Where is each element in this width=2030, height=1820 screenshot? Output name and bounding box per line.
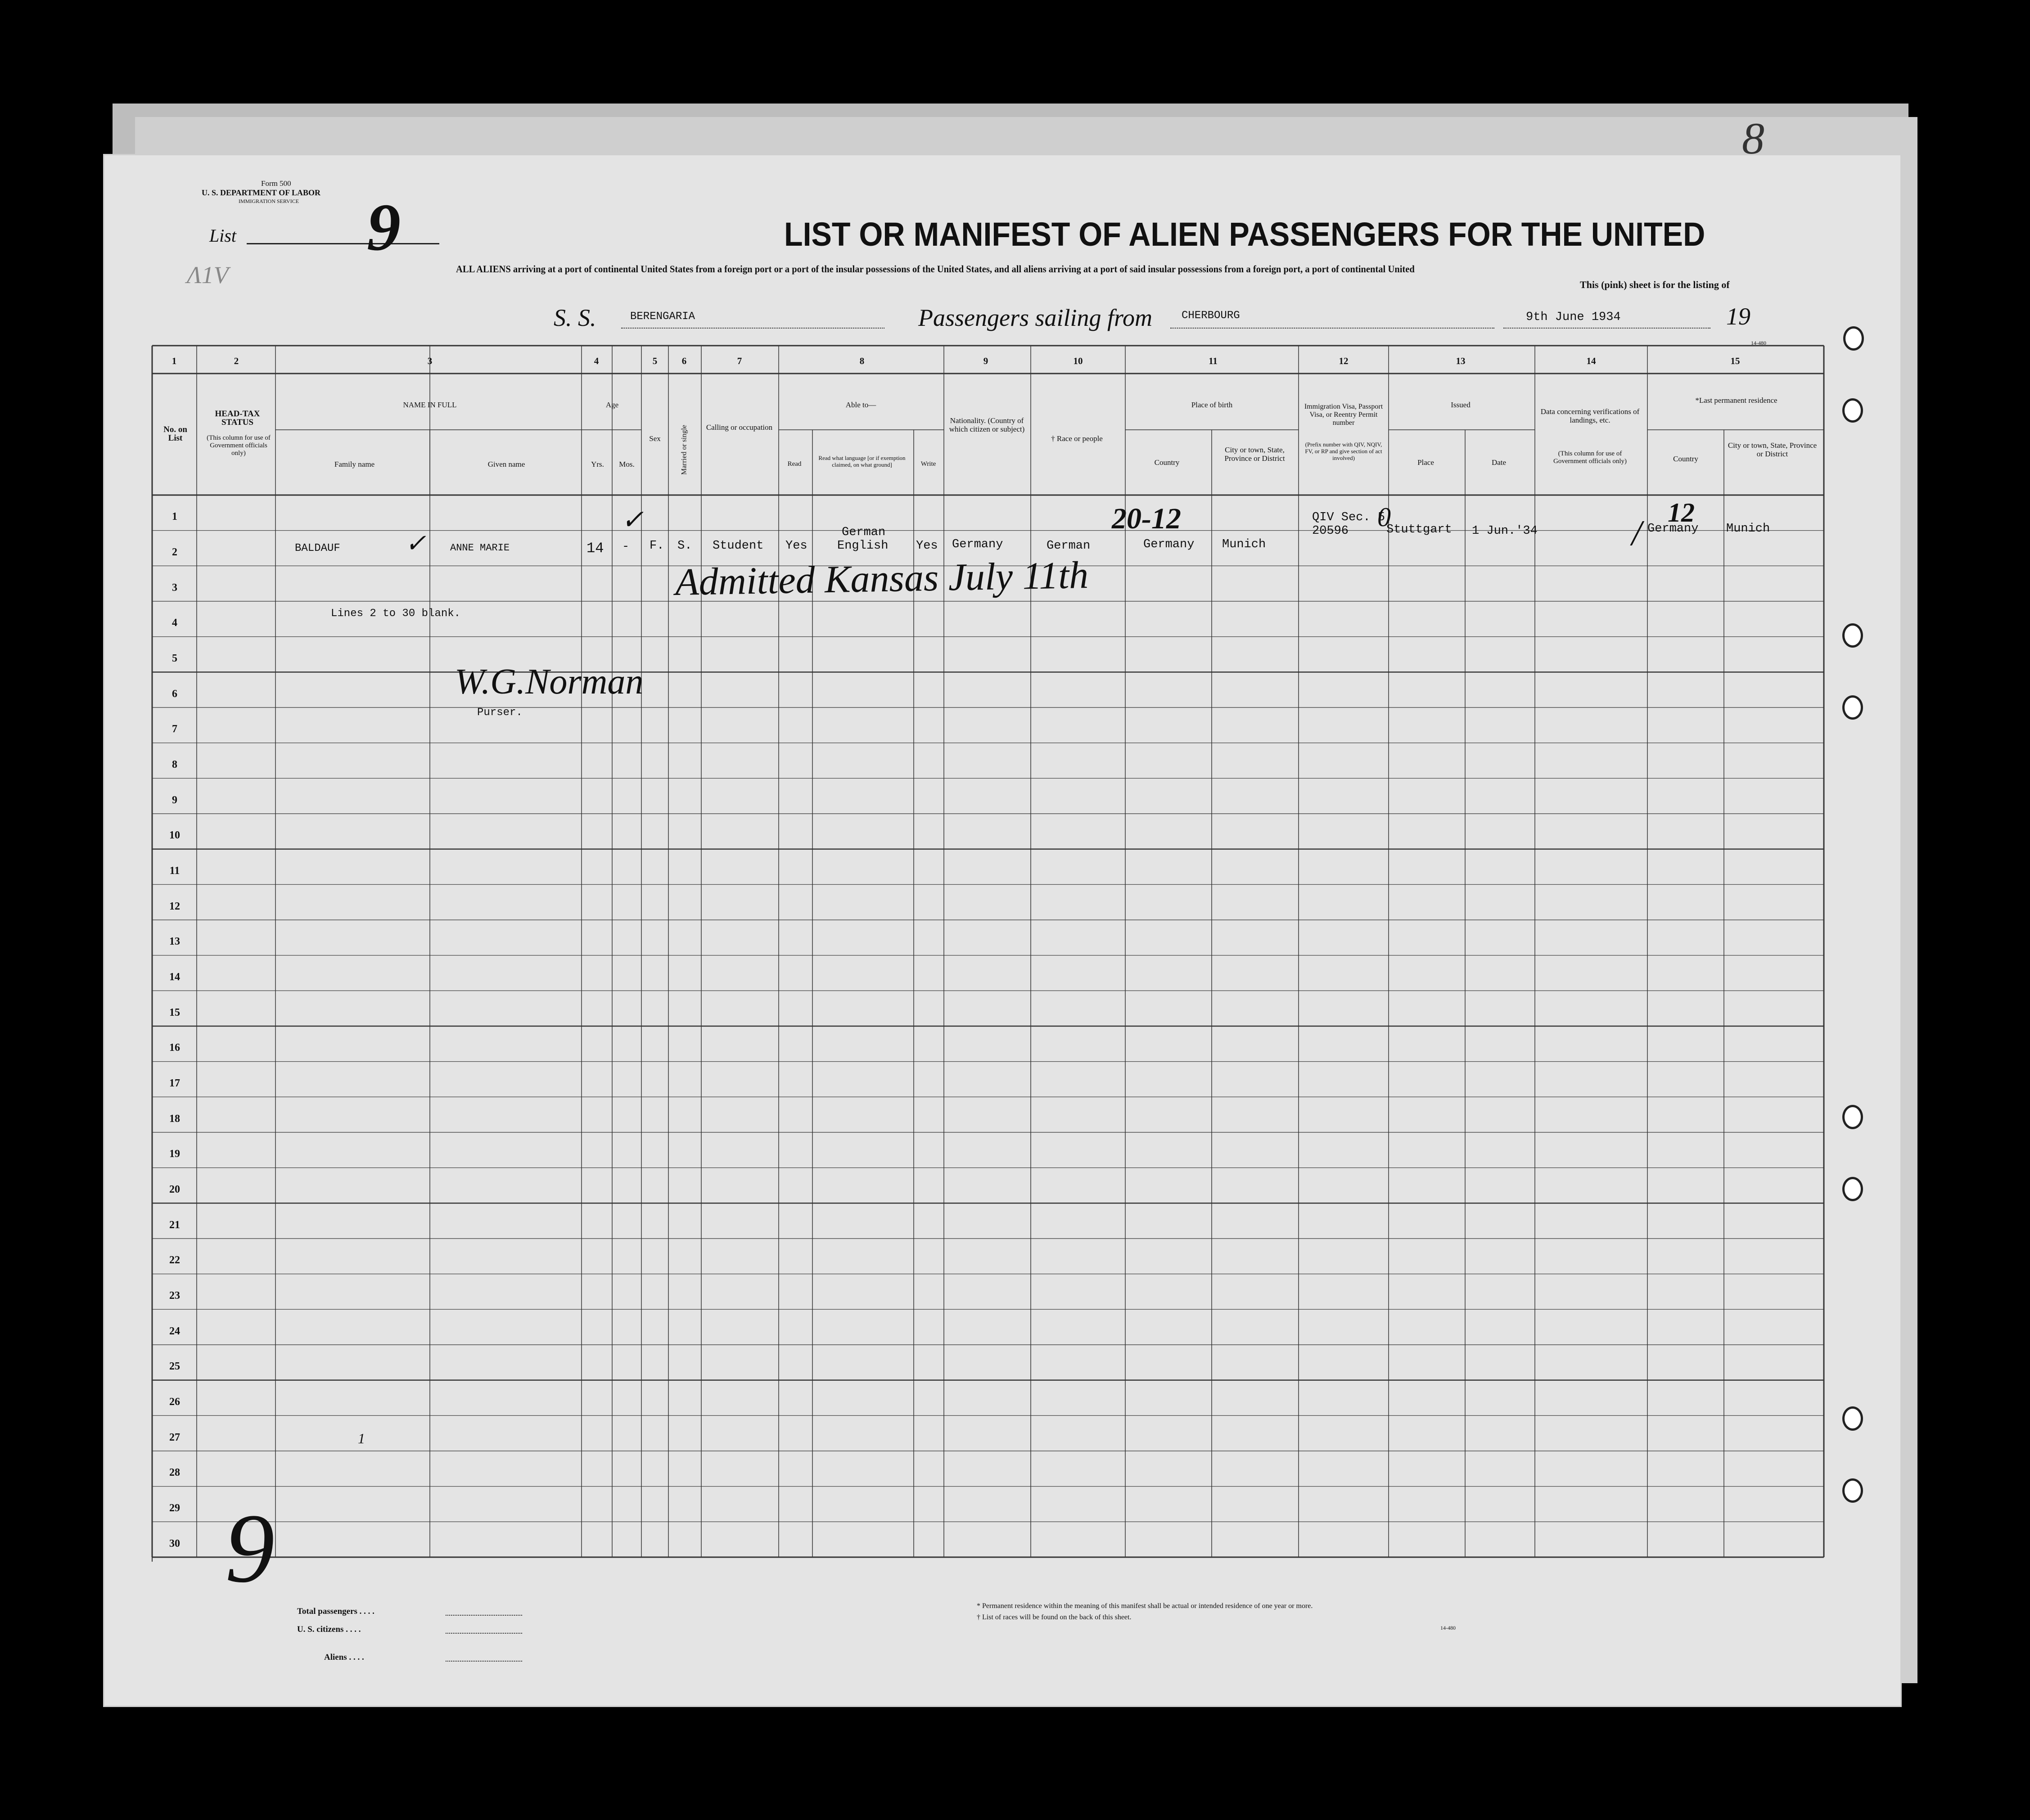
header-birth-country: Country — [1154, 458, 1180, 467]
column-number: 3 — [427, 356, 433, 366]
row-number: 17 — [169, 1077, 180, 1090]
column-number: 11 — [1209, 356, 1218, 366]
header-mos: Mos. — [619, 460, 635, 469]
header-verifications-note: (This column for use of Government officials only) — [1553, 450, 1627, 465]
column-number: 15 — [1730, 356, 1740, 366]
header-res-city: City or town, State, Province or District — [1728, 441, 1817, 458]
service-label: IMMIGRATION SERVICE — [239, 198, 299, 204]
row-number: 24 — [169, 1325, 180, 1337]
header-nationality: Nationality. (Country of which citizen or subject) — [949, 416, 1025, 433]
row-number: 11 — [169, 865, 180, 877]
subtitle-line-2: This (pink) sheet is for the listing of — [1580, 279, 1730, 290]
ship-name: BERENGARIA — [630, 311, 695, 323]
header-visa: Immigration Visa, Passport Visa, or Reentry Permit number — [1304, 403, 1383, 427]
header-last-residence: *Last permanent residence — [1695, 396, 1777, 405]
row-number: 16 — [169, 1042, 180, 1054]
list-number: 9 — [367, 190, 401, 265]
row-number: 1 — [172, 511, 177, 523]
row28-annotation: 1 — [358, 1430, 365, 1446]
us-citizens-label: U. S. citizens . . . . — [297, 1625, 361, 1634]
side-mark: Ʌ1V — [187, 261, 229, 288]
row-number: 19 — [169, 1148, 180, 1160]
row-number: 8 — [172, 759, 177, 771]
row-number: 5 — [172, 653, 177, 665]
row-number: 10 — [169, 829, 180, 842]
age-years: 14 — [586, 540, 604, 557]
aliens-text: Aliens — [324, 1653, 347, 1662]
issued-date: 1 Jun.'34 — [1472, 524, 1538, 538]
race: German — [1047, 539, 1091, 553]
birth-country: Germany — [1143, 538, 1195, 551]
able-to-read: Yes — [785, 539, 807, 553]
row-number: 21 — [169, 1219, 180, 1231]
purser-signature: W.G.Norman — [455, 662, 644, 702]
column-number: 13 — [1456, 356, 1466, 366]
column-number: 12 — [1339, 356, 1349, 366]
header-issued: Issued — [1451, 401, 1471, 409]
nationality: Germany — [952, 538, 1003, 551]
sailing-label: Passengers sailing from — [918, 304, 1153, 331]
ss-label: S. S. — [554, 304, 596, 331]
column-number: 8 — [859, 356, 865, 366]
header-write: Write — [920, 460, 936, 468]
header-issued-date: Date — [1491, 458, 1507, 467]
year-prefix: 19 — [1726, 303, 1750, 330]
visa-line-1: QIV Sec. 5 — [1312, 511, 1385, 524]
total-passengers-text: Total passengers — [297, 1607, 357, 1616]
header-verifications: Data concerning verifications of landings, etc. — [1540, 407, 1640, 424]
header-able-to: Able to— — [845, 401, 876, 409]
purser-label: Purser. — [477, 707, 523, 719]
header-head-tax: HEAD-TAX STATUS — [215, 409, 260, 427]
age-check: ✓ — [621, 505, 644, 535]
form-code-top: 14-480 — [1751, 340, 1766, 346]
header-family-name: Family name — [334, 460, 375, 469]
list-label: List — [209, 225, 237, 246]
row-number: 30 — [169, 1537, 180, 1550]
marital-status: S. — [677, 539, 692, 553]
language-1: German — [842, 526, 886, 539]
row-number: 6 — [172, 688, 177, 700]
total-passengers-label: Total passengers . . . . — [297, 1607, 374, 1616]
able-to-write: Yes — [916, 539, 938, 553]
family-name-check: ✓ — [405, 530, 426, 558]
subtitle-line-1: ALL ALIENS arriving at a port of continental United States from a foreign port or a port of the insular possessions of the United States, and all aliens arriving at a port of said insular possessions from a foreign port, a port of continental United — [456, 263, 1415, 275]
header-sex: Sex — [649, 434, 661, 443]
header-no-on-list: No. on List — [163, 425, 187, 443]
header-name-in-full: NAME IN FULL — [403, 401, 457, 409]
header-yrs: Yrs. — [591, 460, 604, 469]
bottom-annotation: 9 — [225, 1493, 275, 1603]
header-calling: Calling or occupation — [706, 423, 773, 432]
birth-annotation: 20-12 — [1112, 502, 1181, 535]
aliens-label: Aliens . . . . — [324, 1653, 364, 1662]
column-number: 1 — [171, 356, 177, 366]
column-number: 7 — [737, 356, 742, 366]
form-code-bottom: 14-480 — [1440, 1625, 1456, 1631]
family-name: BALDAUF — [295, 542, 340, 554]
total-passengers-line — [446, 1615, 522, 1616]
row2-handwritten-annotation: Admitted Kansas July 11th — [675, 553, 1089, 604]
header-given-name: Given name — [487, 460, 525, 469]
row-number: 7 — [172, 723, 177, 735]
footnote-residence: * Permanent residence within the meaning of this manifest shall be actual or intended residence of one year or more. — [977, 1602, 1313, 1610]
department-label: U. S. DEPARTMENT OF LABOR — [202, 188, 321, 197]
header-visa-note: (Prefix number with QIV, NQIV, FV, or RP and give section of act involved) — [1305, 441, 1382, 461]
row-number: 15 — [169, 1006, 180, 1018]
header-age: Age — [605, 401, 619, 409]
row-number: 25 — [169, 1360, 180, 1373]
row-number: 2 — [172, 546, 177, 559]
header-res-country: Country — [1673, 455, 1698, 463]
sailing-date: 9th June 1934 — [1526, 311, 1621, 324]
visa-annotation: 0 — [1377, 502, 1391, 532]
row-number: 18 — [169, 1113, 180, 1125]
form-number: Form 500 — [261, 179, 291, 188]
row-number: 13 — [169, 936, 180, 948]
port-name: CHERBOURG — [1182, 310, 1240, 322]
header-birth-city: City or town, State, Province or District — [1224, 446, 1285, 463]
row-number: 29 — [169, 1502, 180, 1514]
column-number: 6 — [681, 356, 687, 366]
residence-country: Germany — [1647, 522, 1699, 536]
header-married: Married or single — [680, 424, 688, 475]
row-number: 4 — [172, 617, 177, 629]
row-number: 12 — [169, 900, 180, 912]
footnote-races: † List of races will be found on the back of this sheet. — [977, 1613, 1132, 1621]
column-number: 4 — [594, 356, 599, 366]
manifest-title: LIST OR MANIFEST OF ALIEN PASSENGERS FOR THE UNITED — [784, 216, 1705, 253]
row-number: 26 — [169, 1396, 180, 1408]
row-number: 14 — [169, 971, 180, 983]
residence-slash: / — [1632, 514, 1642, 553]
row-number: 9 — [172, 794, 177, 806]
visa-line-2: 20596 — [1312, 524, 1349, 538]
row-number: 20 — [169, 1184, 180, 1196]
row-number: 27 — [169, 1431, 180, 1443]
lines-blank-note: Lines 2 to 30 blank. — [331, 608, 461, 620]
us-citizens-text: U. S. citizens — [297, 1625, 344, 1634]
header-issued-place: Place — [1417, 458, 1434, 467]
given-name: ANNE MARIE — [450, 542, 510, 554]
column-number: 2 — [234, 356, 239, 366]
header-race: † Race or people — [1051, 434, 1103, 443]
occupation: Student — [713, 539, 764, 553]
column-number: 10 — [1073, 356, 1083, 366]
issued-place: Stuttgart — [1386, 523, 1452, 536]
row-number: 23 — [169, 1290, 180, 1302]
header-place-of-birth: Place of birth — [1191, 401, 1233, 409]
column-number: 14 — [1586, 356, 1596, 366]
residence-city: Munich — [1726, 522, 1770, 536]
row-number: 3 — [172, 581, 177, 594]
residence-annotation: 12 — [1668, 498, 1695, 527]
header-head-tax-note: (This column for use of Government officials only) — [207, 434, 271, 457]
header-read-language: Read what language [or if exemption claimed, on what ground] — [818, 455, 906, 468]
sex: F. — [650, 539, 664, 553]
age-months: - — [622, 540, 630, 554]
header-read: Read — [787, 460, 802, 468]
us-citizens-line — [446, 1633, 522, 1634]
column-number: 5 — [652, 356, 658, 366]
corner-mark: 8 — [1742, 113, 1764, 163]
language-2: English — [837, 539, 889, 553]
row-number: 22 — [169, 1254, 180, 1266]
aliens-line — [446, 1661, 522, 1662]
column-number: 9 — [983, 356, 988, 366]
row-number: 28 — [169, 1467, 180, 1479]
birth-city: Munich — [1222, 538, 1266, 551]
